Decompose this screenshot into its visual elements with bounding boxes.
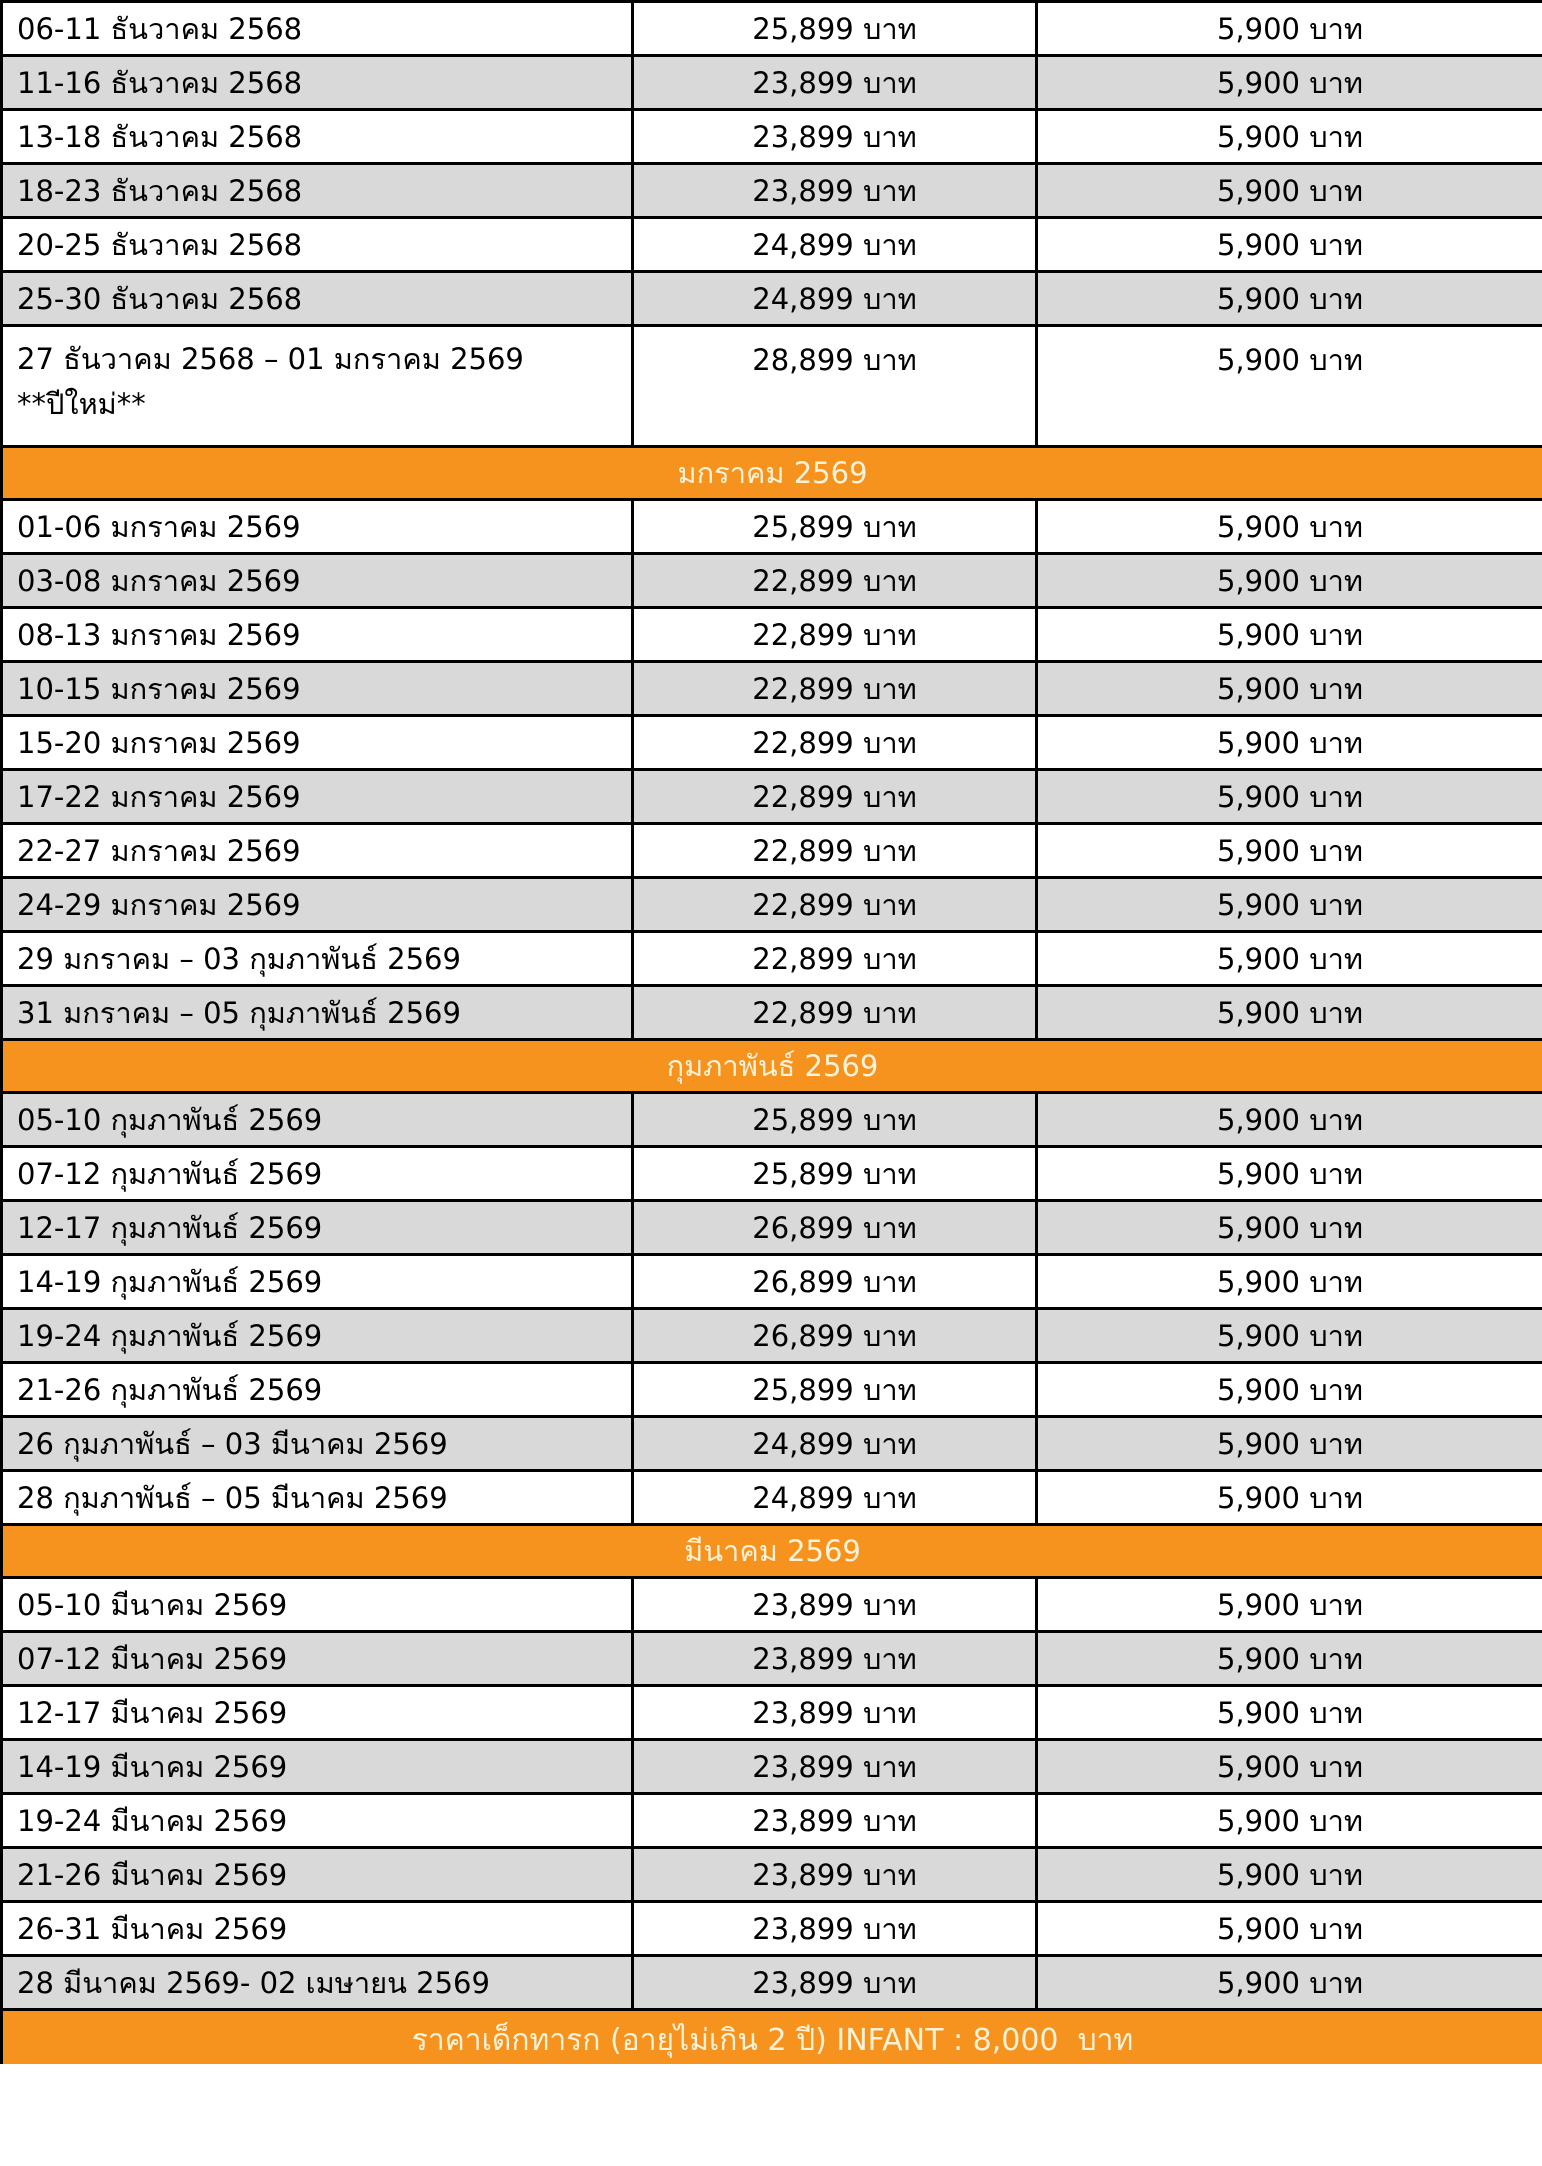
departure-row (2, 986, 1542, 1040)
adult-price-cell: 22,899 บาท (633, 716, 1037, 770)
departure-dates-text: 17-22 มกราคม 2569 (17, 779, 301, 814)
departure-row (2, 1471, 1542, 1525)
departure-row (2, 1309, 1542, 1363)
single-supplement-price-cell: 5,900 บาท (1037, 878, 1542, 932)
single-supplement-price-cell: 5,900 บาท (1037, 164, 1542, 218)
adult-price-cell: 22,899 บาท (633, 824, 1037, 878)
departure-dates-text: 20-25 ธันวาคม 2568 (17, 227, 303, 262)
departure-dates-cell (2, 1417, 633, 1471)
adult-price-cell: 25,899 บาท (633, 1363, 1037, 1417)
departure-dates-cell (2, 110, 633, 164)
departure-dates-cell (2, 1255, 633, 1309)
departure-dates-text: 27 ธันวาคม 2568 – 01 มกราคม 2569 (17, 342, 524, 376)
departure-row (2, 272, 1542, 326)
single-supplement-price-cell: 5,900 บาท (1037, 1632, 1542, 1686)
adult-price-cell: 22,899 บาท (633, 986, 1037, 1040)
departure-dates-text: 21-26 กุมภาพันธ์ 2569 (17, 1372, 323, 1407)
departure-dates-text: 05-10 กุมภาพันธ์ 2569 (17, 1102, 323, 1137)
departure-note-text: **ปีใหม่** (17, 386, 146, 421)
departure-dates-cell (2, 1578, 633, 1632)
departure-dates-text: 26-31 มีนาคม 2569 (17, 1911, 288, 1946)
departure-dates-text: 13-18 ธันวาคม 2568 (17, 119, 303, 154)
departure-row (2, 1794, 1542, 1848)
month-header-label: กุมภาพันธ์ 2569 (2, 1040, 1542, 1093)
departure-dates-cell (2, 1794, 633, 1848)
departure-dates-text: 12-17 กุมภาพันธ์ 2569 (17, 1210, 323, 1245)
departure-row (2, 1147, 1542, 1201)
departure-row (2, 662, 1542, 716)
departure-row (2, 1740, 1542, 1794)
adult-price-cell: 26,899 บาท (633, 1255, 1037, 1309)
month-header-row (2, 447, 1542, 500)
adult-price-cell: 24,899 บาท (633, 1471, 1037, 1525)
departure-row (2, 824, 1542, 878)
month-header-row (2, 1525, 1542, 1578)
single-supplement-price-cell: 5,900 บาท (1037, 1363, 1542, 1417)
single-supplement-price-cell: 5,900 บาท (1037, 1147, 1542, 1201)
departure-dates-text: 22-27 มกราคม 2569 (17, 833, 301, 868)
single-supplement-price-cell: 5,900 บาท (1037, 1848, 1542, 1902)
departure-dates-cell (2, 824, 633, 878)
single-supplement-price-cell: 5,900 บาท (1037, 770, 1542, 824)
departure-dates-cell (2, 1740, 633, 1794)
departure-dates-cell (2, 716, 633, 770)
single-supplement-price-cell: 5,900 บาท (1037, 1578, 1542, 1632)
departure-dates-text: 19-24 กุมภาพันธ์ 2569 (17, 1318, 323, 1353)
departure-row (2, 56, 1542, 110)
departure-dates-cell (2, 1363, 633, 1417)
departure-dates-cell (2, 1632, 633, 1686)
single-supplement-price-cell: 5,900 บาท (1037, 1201, 1542, 1255)
adult-price-cell: 23,899 บาท (633, 1686, 1037, 1740)
departure-row (2, 1255, 1542, 1309)
departure-dates-cell (2, 932, 633, 986)
departure-row (2, 164, 1542, 218)
adult-price-cell: 23,899 บาท (633, 110, 1037, 164)
departure-dates-cell (2, 1309, 633, 1363)
departure-dates-text: 26 กุมภาพันธ์ – 03 มีนาคม 2569 (17, 1426, 448, 1461)
departure-row (2, 1632, 1542, 1686)
departure-dates-cell (2, 56, 633, 110)
departure-dates-text: 05-10 มีนาคม 2569 (17, 1587, 288, 1622)
single-supplement-price-cell: 5,900 บาท (1037, 2, 1542, 56)
departure-row (2, 1956, 1542, 2010)
single-supplement-price-cell: 5,900 บาท (1037, 1417, 1542, 1471)
single-supplement-price-cell: 5,900 บาท (1037, 1686, 1542, 1740)
single-supplement-price-cell: 5,900 บาท (1037, 1309, 1542, 1363)
departure-dates-cell (2, 770, 633, 824)
adult-price-cell: 23,899 บาท (633, 1848, 1037, 1902)
departure-dates-text: 19-24 มีนาคม 2569 (17, 1803, 288, 1838)
single-supplement-price-cell: 5,900 บาท (1037, 554, 1542, 608)
single-supplement-price-cell: 5,900 บาท (1037, 218, 1542, 272)
departure-row (2, 1417, 1542, 1471)
departure-dates-cell (2, 1201, 633, 1255)
departure-dates-cell (2, 554, 633, 608)
departure-row (2, 1201, 1542, 1255)
departure-dates-text: 15-20 มกราคม 2569 (17, 725, 301, 760)
departure-row (2, 716, 1542, 770)
single-supplement-price-cell: 5,900 บาท (1037, 1740, 1542, 1794)
adult-price-cell: 24,899 บาท (633, 218, 1037, 272)
adult-price-cell: 22,899 บาท (633, 662, 1037, 716)
single-supplement-price-cell: 5,900 บาท (1037, 716, 1542, 770)
single-supplement-price-cell: 5,900 บาท (1037, 986, 1542, 1040)
departure-dates-text: 01-06 มกราคม 2569 (17, 509, 301, 544)
single-supplement-price-cell: 5,900 บาท (1037, 110, 1542, 164)
departure-dates-cell (2, 1093, 633, 1147)
departure-dates-text: 18-23 ธันวาคม 2568 (17, 173, 303, 208)
departure-dates-cell (2, 608, 633, 662)
single-supplement-price-cell: 5,900 บาท (1037, 1902, 1542, 1956)
departure-row (2, 878, 1542, 932)
single-supplement-price-cell: 5,900 บาท (1037, 326, 1542, 447)
departure-row (2, 770, 1542, 824)
departure-dates-text: 21-26 มีนาคม 2569 (17, 1857, 288, 1892)
departure-dates-cell (2, 326, 633, 447)
departure-dates-text: 06-11 ธันวาคม 2568 (17, 11, 303, 46)
departure-dates-cell (2, 878, 633, 932)
single-supplement-price-cell: 5,900 บาท (1037, 500, 1542, 554)
departure-dates-cell (2, 500, 633, 554)
single-supplement-price-cell: 5,900 บาท (1037, 1255, 1542, 1309)
departure-dates-text: 14-19 มีนาคม 2569 (17, 1749, 288, 1784)
single-supplement-price-cell: 5,900 บาท (1037, 272, 1542, 326)
adult-price-cell: 26,899 บาท (633, 1309, 1037, 1363)
departure-row (2, 1686, 1542, 1740)
departure-dates-cell (2, 272, 633, 326)
departure-dates-text: 11-16 ธันวาคม 2568 (17, 65, 303, 100)
single-supplement-price-cell: 5,900 บาท (1037, 1093, 1542, 1147)
month-header-label: มีนาคม 2569 (2, 1525, 1542, 1578)
departure-dates-cell (2, 1956, 633, 2010)
adult-price-cell: 24,899 บาท (633, 272, 1037, 326)
adult-price-cell: 23,899 บาท (633, 1956, 1037, 2010)
single-supplement-price-cell: 5,900 บาท (1037, 1956, 1542, 2010)
departure-row (2, 932, 1542, 986)
departure-row (2, 500, 1542, 554)
departure-dates-text: 28 มีนาคม 2569- 02 เมษายน 2569 (17, 1965, 490, 2000)
adult-price-cell: 22,899 บาท (633, 608, 1037, 662)
departure-dates-cell (2, 218, 633, 272)
departure-row (2, 2, 1542, 56)
departure-row (2, 110, 1542, 164)
single-supplement-price-cell: 5,900 บาท (1037, 1471, 1542, 1525)
adult-price-cell: 23,899 บาท (633, 1632, 1037, 1686)
departure-dates-text: 03-08 มกราคม 2569 (17, 563, 301, 598)
month-header-label: มกราคม 2569 (2, 447, 1542, 500)
departure-dates-text: 28 กุมภาพันธ์ – 05 มีนาคม 2569 (17, 1480, 448, 1515)
single-supplement-price-cell: 5,900 บาท (1037, 1794, 1542, 1848)
departure-dates-text: 07-12 มีนาคม 2569 (17, 1641, 288, 1676)
adult-price-cell: 22,899 บาท (633, 770, 1037, 824)
departure-row (2, 1578, 1542, 1632)
departure-dates-cell (2, 986, 633, 1040)
adult-price-cell: 25,899 บาท (633, 1093, 1037, 1147)
single-supplement-price-cell: 5,900 บาท (1037, 56, 1542, 110)
departure-dates-text: 25-30 ธันวาคม 2568 (17, 281, 303, 316)
adult-price-cell: 23,899 บาท (633, 1794, 1037, 1848)
adult-price-cell: 23,899 บาท (633, 164, 1037, 218)
single-supplement-price-cell: 5,900 บาท (1037, 824, 1542, 878)
departure-row (2, 1093, 1542, 1147)
departure-row (2, 218, 1542, 272)
departure-row (2, 1363, 1542, 1417)
departure-dates-text: 10-15 มกราคม 2569 (17, 671, 301, 706)
departure-dates-text: 12-17 มีนาคม 2569 (17, 1695, 288, 1730)
adult-price-cell: 22,899 บาท (633, 932, 1037, 986)
departure-dates-cell (2, 164, 633, 218)
adult-price-cell: 25,899 บาท (633, 500, 1037, 554)
departure-row (2, 1902, 1542, 1956)
single-supplement-price-cell: 5,900 บาท (1037, 662, 1542, 716)
adult-price-cell: 23,899 บาท (633, 1902, 1037, 1956)
adult-price-cell: 23,899 บาท (633, 1578, 1037, 1632)
adult-price-cell: 22,899 บาท (633, 554, 1037, 608)
departure-dates-text: 08-13 มกราคม 2569 (17, 617, 301, 652)
adult-price-cell: 26,899 บาท (633, 1201, 1037, 1255)
departure-dates-text: 24-29 มกราคม 2569 (17, 887, 301, 922)
single-supplement-price-cell: 5,900 บาท (1037, 608, 1542, 662)
single-supplement-price-cell: 5,900 บาท (1037, 932, 1542, 986)
adult-price-cell: 22,899 บาท (633, 878, 1037, 932)
departure-dates-cell (2, 2, 633, 56)
departure-row (2, 326, 1542, 447)
departure-dates-cell (2, 1848, 633, 1902)
adult-price-cell: 28,899 บาท (633, 326, 1037, 447)
infant-price-footer-label: ราคาเด็กทารก (อายุไม่เกิน 2 ปี) INFANT : 8,000 บาท (2, 2010, 1542, 2065)
departure-dates-text: 07-12 กุมภาพันธ์ 2569 (17, 1156, 323, 1191)
departure-dates-text: 31 มกราคม – 05 กุมภาพันธ์ 2569 (17, 995, 461, 1030)
departure-dates-cell (2, 1902, 633, 1956)
departure-dates-text: 14-19 กุมภาพันธ์ 2569 (17, 1264, 323, 1299)
adult-price-cell: 25,899 บาท (633, 1147, 1037, 1201)
infant-price-footer-row (2, 2010, 1542, 2065)
month-header-row (2, 1040, 1542, 1093)
departure-row (2, 608, 1542, 662)
schedule-table-body (2, 2, 1542, 2065)
departure-dates-cell (2, 1147, 633, 1201)
departure-row (2, 1848, 1542, 1902)
departure-dates-cell (2, 1686, 633, 1740)
departure-dates-cell (2, 1471, 633, 1525)
adult-price-cell: 23,899 บาท (633, 56, 1037, 110)
departure-row (2, 554, 1542, 608)
departure-dates-cell (2, 662, 633, 716)
adult-price-cell: 23,899 บาท (633, 1740, 1037, 1794)
adult-price-cell: 24,899 บาท (633, 1417, 1037, 1471)
departure-dates-text: 29 มกราคม – 03 กุมภาพันธ์ 2569 (17, 941, 461, 976)
adult-price-cell: 25,899 บาท (633, 2, 1037, 56)
